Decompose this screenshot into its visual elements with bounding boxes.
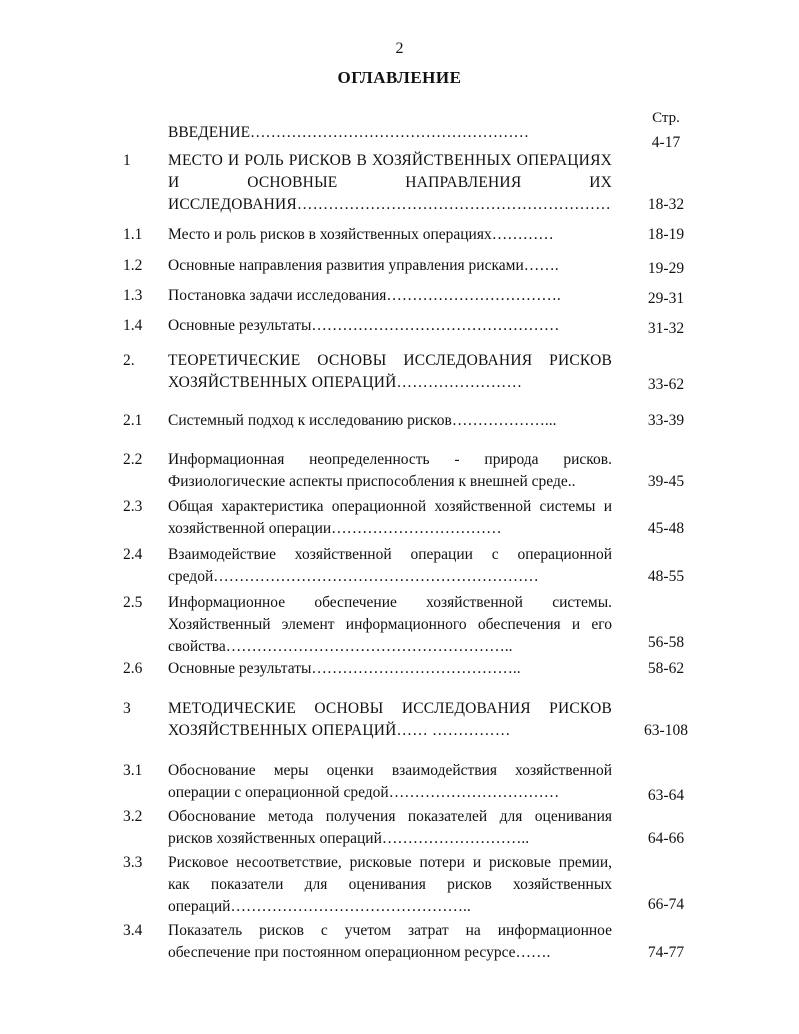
toc-entry-text: Информационная неопределенность - природа рисков. Физиологические аспекты приспособления к внешней среде.. bbox=[168, 451, 612, 490]
toc-entry-text: Основные результаты………………………………….. bbox=[168, 660, 521, 677]
toc-entry-text: МЕСТО И РОЛЬ РИСКОВ В ХОЗЯЙСТВЕННЫХ ОПЕРАЦИЯХ И ОСНОВНЫЕ НАПРАВЛЕНИЯ ИХ ИССЛЕДОВАНИЯ…………………………………………………… bbox=[168, 152, 612, 213]
toc-entry-text: Системный подход к исследованию рисков………………... bbox=[168, 412, 557, 429]
toc-entry-text: Обоснование меры оценки взаимодействия хозяйственной операции с операционной средой…………………………… bbox=[168, 762, 612, 801]
toc-entry-pages: 63-64 bbox=[647, 787, 685, 804]
toc-entry-pages: 64-66 bbox=[647, 830, 685, 847]
toc-entry-text: МЕТОДИЧЕСКИЕ ОСНОВЫ ИССЛЕДОВАНИЯ РИСКОВ ХОЗЯЙСТВЕННЫХ ОПЕРАЦИЙ…… …………… bbox=[168, 700, 612, 739]
toc-entry-number: 2.6 bbox=[123, 660, 143, 677]
toc-entry-number: 2.5 bbox=[123, 594, 143, 611]
toc-entry-text: Постановка задачи исследования……………………………. bbox=[168, 287, 561, 304]
toc-entry-number: 2.3 bbox=[123, 498, 143, 515]
toc-entry-pages: 66-74 bbox=[647, 896, 685, 913]
toc-entry-pages: 33-62 bbox=[647, 376, 685, 393]
toc-entry-text: ВВЕДЕНИЕ……………………………………………… bbox=[168, 124, 530, 141]
toc-entry-text: Общая характеристика операционной хозяйственной системы и хозяйственной операции…………………………… bbox=[168, 498, 612, 537]
toc-entry-number: 3 bbox=[123, 700, 131, 717]
toc-entry-text: Информационное обеспечение хозяйственной системы. Хозяйственный элемент информационного обеспечения и его свойства……………………………………………….. bbox=[168, 594, 612, 655]
toc-entry-number: 2. bbox=[123, 352, 135, 369]
toc-entry-number: 2.4 bbox=[123, 546, 143, 563]
toc-entry-text: Взаимодействие хозяйственной операции с операционной средой……………………………………………………… bbox=[168, 546, 612, 585]
toc-entry-number: 1.2 bbox=[123, 257, 143, 274]
toc-entry-pages: 19-29 bbox=[647, 260, 685, 277]
toc-entry-number: 1.1 bbox=[123, 226, 143, 243]
toc-entry-pages: 56-58 bbox=[647, 634, 685, 651]
toc-entry-number: 1 bbox=[123, 152, 131, 169]
toc-entry-pages: 39-45 bbox=[647, 473, 685, 490]
toc-entry-pages: 31-32 bbox=[647, 320, 685, 337]
page-column-label: Стр. bbox=[652, 110, 680, 126]
toc-entry-pages: 58-62 bbox=[647, 660, 685, 677]
toc-entry-text: Основные результаты………………………………………… bbox=[168, 317, 560, 334]
toc-entry-text: Место и роль рисков в хозяйственных операциях………… bbox=[168, 226, 554, 243]
toc-entry-pages: 4-17 bbox=[651, 134, 681, 151]
toc-entry-text: Рисковое несоответствие, рисковые потери и рисковые премии, как показатели для оценивания рисков хозяйственных операций……………………………………….. bbox=[168, 854, 612, 915]
page-number: 2 bbox=[395, 40, 404, 57]
toc-entry-pages: 18-19 bbox=[647, 226, 685, 243]
toc-entry-number: 3.1 bbox=[123, 762, 143, 779]
toc-entry-number: 3.3 bbox=[123, 854, 143, 871]
toc-entry-number: 1.4 bbox=[123, 317, 143, 334]
toc-entry-text: Обоснование метода получения показателей для оценивания рисков хозяйственных операций……………………….. bbox=[168, 808, 612, 847]
toc-entry-pages: 29-31 bbox=[647, 290, 685, 307]
toc-entry-number: 3.4 bbox=[123, 922, 143, 939]
toc-entry-text: ТЕОРЕТИЧЕСКИЕ ОСНОВЫ ИССЛЕДОВАНИЯ РИСКОВ ХОЗЯЙСТВЕННЫХ ОПЕРАЦИЙ…………………… bbox=[168, 352, 612, 391]
toc-entry-number: 2.1 bbox=[123, 412, 143, 429]
toc-entry-pages: 45-48 bbox=[647, 520, 685, 537]
toc-entry-pages: 48-55 bbox=[647, 568, 685, 585]
toc-entry-pages: 74-77 bbox=[647, 944, 685, 961]
page-title: ОГЛАВЛЕНИЕ bbox=[337, 68, 462, 87]
toc-entry-number: 3.2 bbox=[123, 808, 143, 825]
toc-entry-pages: 63-108 bbox=[644, 722, 688, 739]
toc-entry-text: Основные направления развития управления рисками……. bbox=[168, 257, 559, 274]
toc-entry-number: 1.3 bbox=[123, 287, 143, 304]
toc-entry-pages: 18-32 bbox=[647, 196, 685, 213]
toc-entry-number: 2.2 bbox=[123, 451, 143, 468]
toc-entry-pages: 33-39 bbox=[647, 412, 685, 429]
toc-entry-text: Показатель рисков с учетом затрат на информационное обеспечение при постоянном операционном ресурсе……. bbox=[168, 922, 612, 961]
